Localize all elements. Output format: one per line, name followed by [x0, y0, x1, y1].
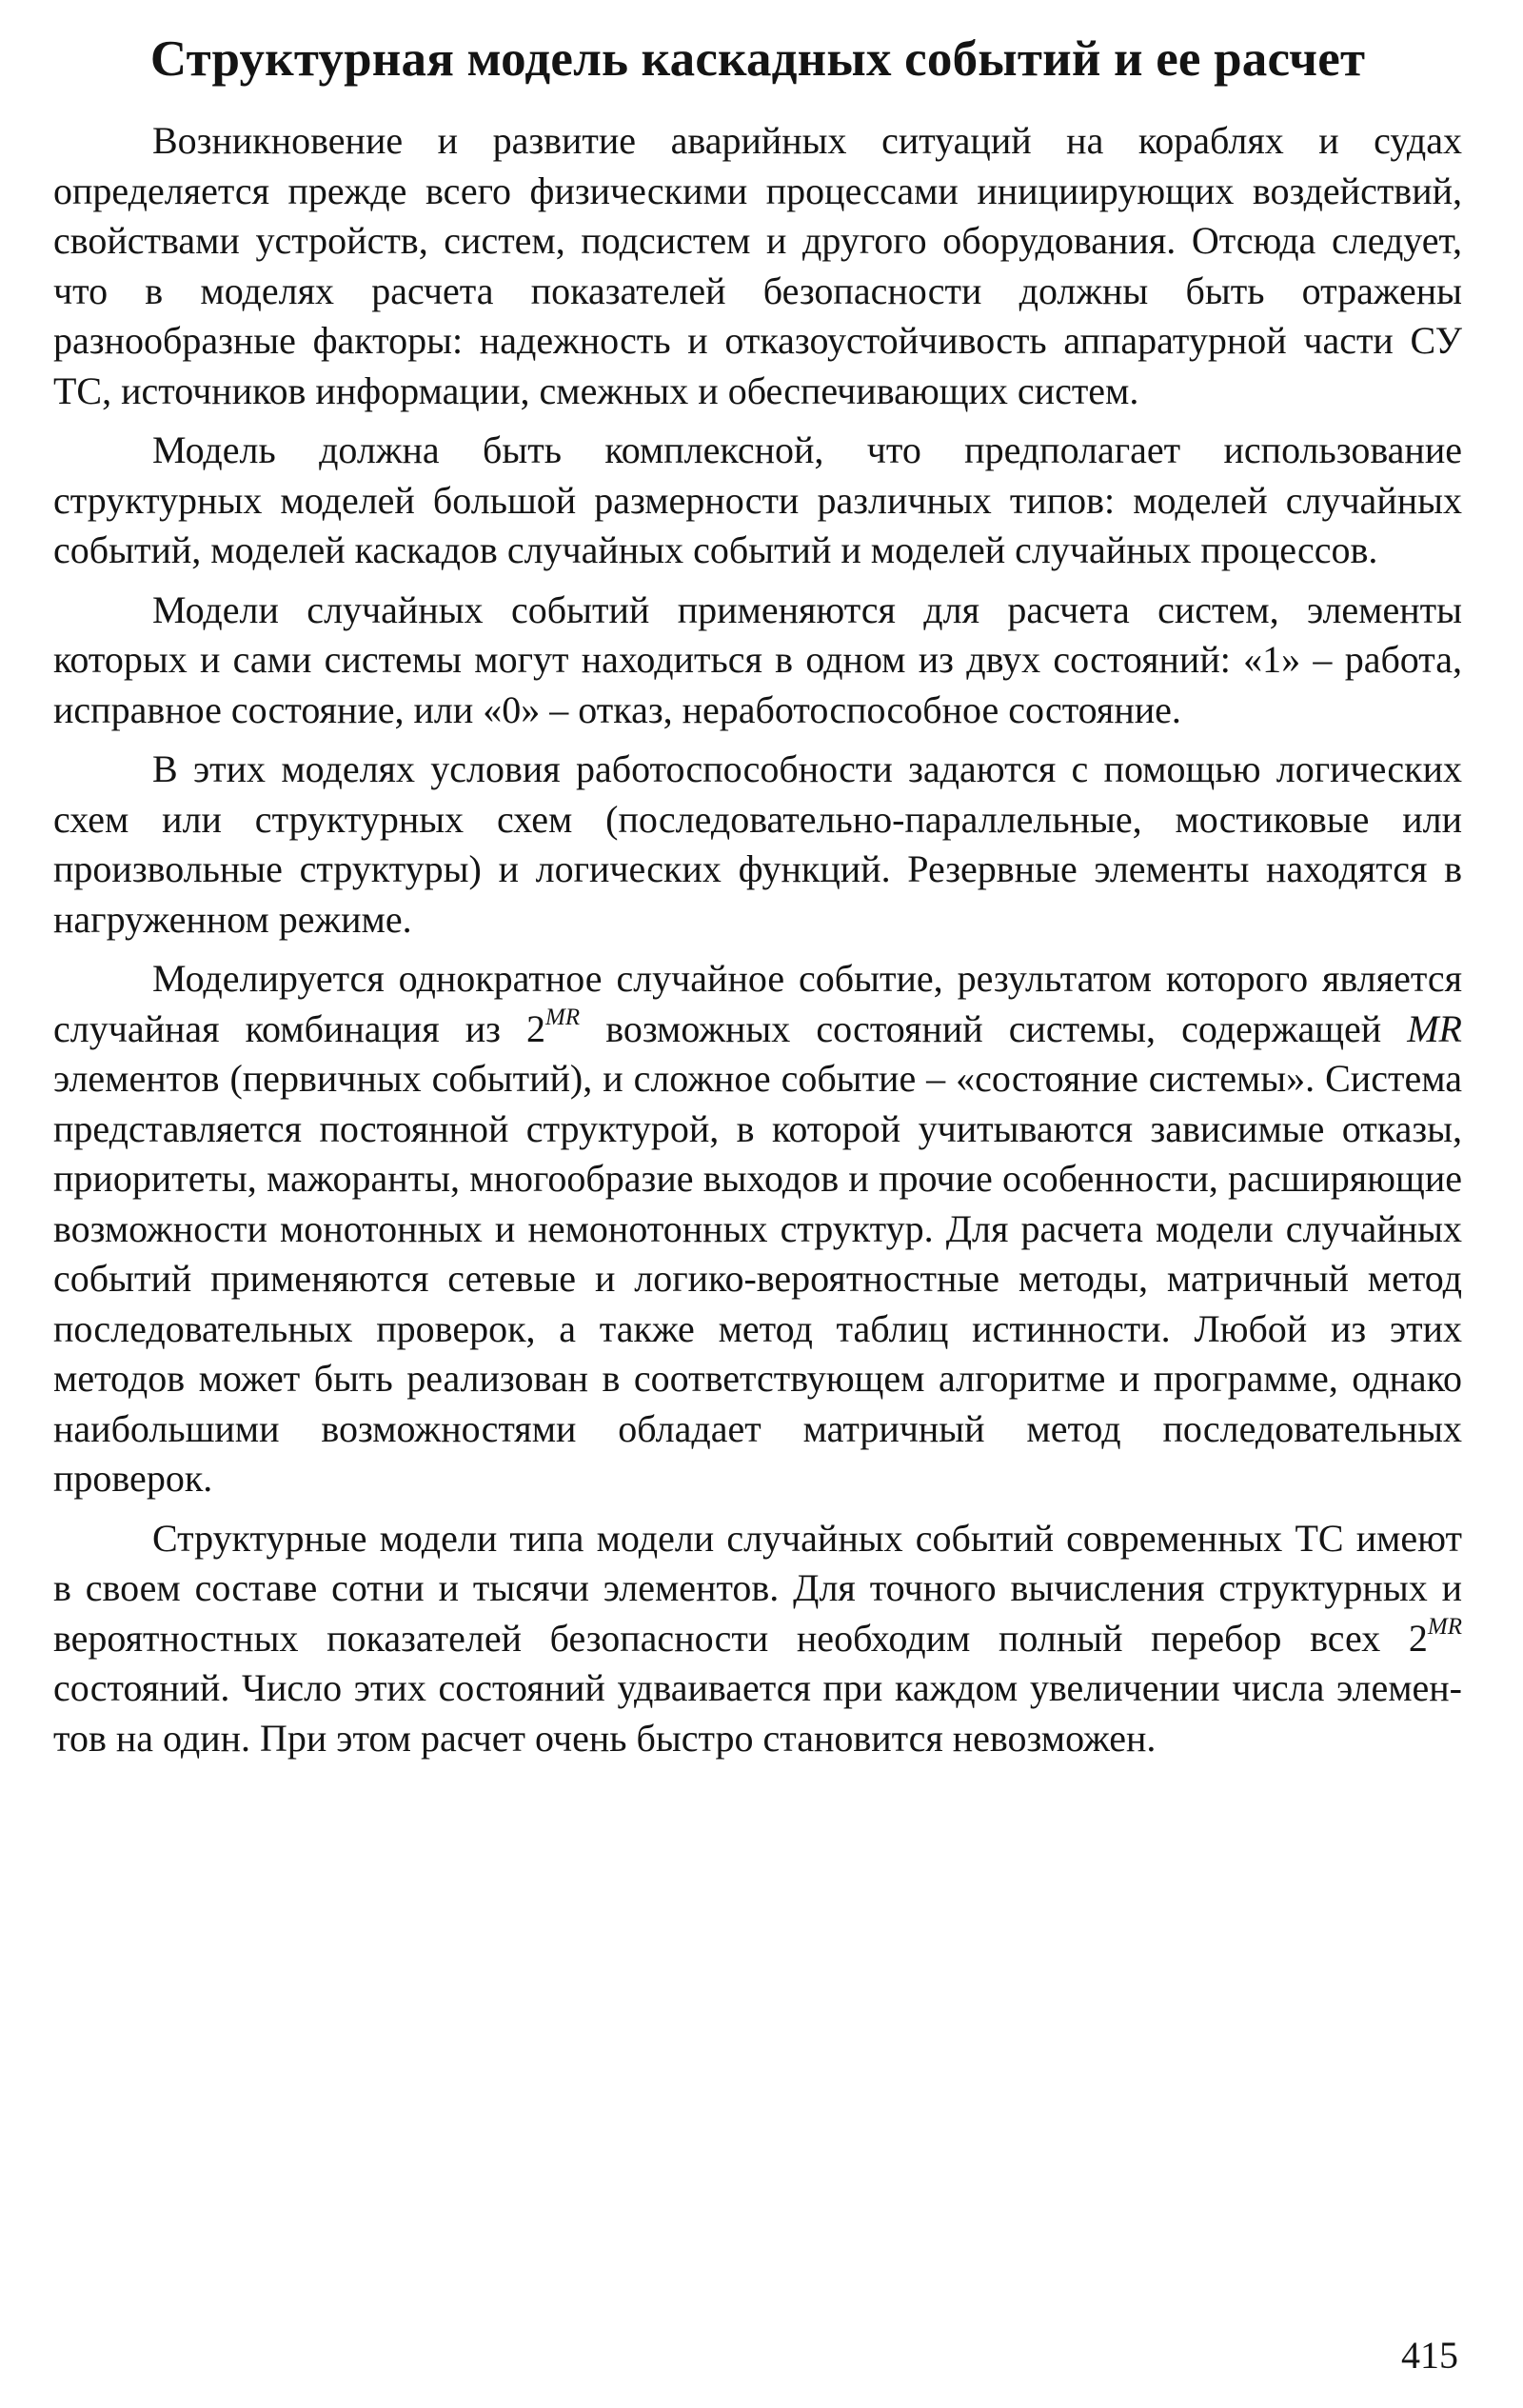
section-title: Структурная модель каскадных событий и ее расчет [149, 31, 1366, 87]
document-page [53, 27, 1462, 2378]
paragraph-2: Модель должна быть комплексной, что предполагает использование структурных моделей большой размерности различных типов: моделей случайных событий, моделей каскадов случайных событий и моделей случайных процессов. [53, 428, 1462, 571]
page-number: 415 [1401, 2334, 1458, 2377]
paragraph-5 [53, 954, 1462, 1504]
paragraph-5-text-c: элементов (первичных событий), и сложное событие – «состояние системы». Система представляется постоянной структурой, в которой учитываются зависимые отказы, приоритеты, мажоранты, многообразие выходов и прочие особенности, расширяющие возможности монотонных и немонотонных структур. Для расчета модели случайных событий применяются сетевые и логико-вероятностные методы, матричный метод последовательных проверок, а также метод таблиц истинности. Любой из этих методов может быть реализован в соответствующем алгоритме и программе, однако наибольшими возможностями обладает матричный метод последовательных проверок. [53, 1057, 1462, 1500]
paragraph-5-text-a: Моделируется однократное случайное событие, результатом которого является случайная комбинация из 2 [53, 957, 1462, 1050]
paragraph-6-text-a: Структурные модели типа модели случайных событий современных ТС имеют в своем составе сотни и тысячи элементов. Для точного вычисления структурных и вероятностных показателей безопасности необходим полный перебор всех 2 [53, 1516, 1462, 1660]
paragraph-5-text-b: возможных состояний системы, содержащей [580, 1006, 1408, 1050]
paragraph-4: В этих моделях условия работоспособности задаются с помощью логических схем или структурных схем (последовательно-параллельные, мостиковые или произвольные структуры) и логических функций. Резервные элементы находятся в нагруженном режиме. [53, 747, 1462, 941]
paragraph-3: Модели случайных событий применяются для расчета систем, элементы которых и сами системы могут находиться в одном из двух состояний: «1» – работа, исправное состояние, или «0» – отказ, неработоспособное состояние. [53, 587, 1462, 731]
paragraph-6 [53, 1514, 1462, 1764]
power-superscript: MR [545, 1004, 581, 1030]
paragraph-1: Возникновение и развитие аварийных ситуаций на кораблях и судах определяется прежде всего физическими процессами инициирующих воздействий, свойствами устройств, систем, подсистем и другого оборудования. Отсюда следует, что в моделях расчета показателей безопасности должны быть отражены разнообразные факторы: надежность и отказоустойчивость аппаратурной части СУ ТС, источников информации, смежных и обеспечивающих систем. [53, 119, 1462, 412]
power-superscript-2: MR [1427, 1613, 1462, 1640]
paragraph-6-text-b: состояний. Число этих состояний удваивается при каждом увеличении числа элементов на один. При этом расчет очень быстро становится невозможен. [53, 1666, 1462, 1760]
italic-symbol: MR [1407, 1006, 1462, 1050]
